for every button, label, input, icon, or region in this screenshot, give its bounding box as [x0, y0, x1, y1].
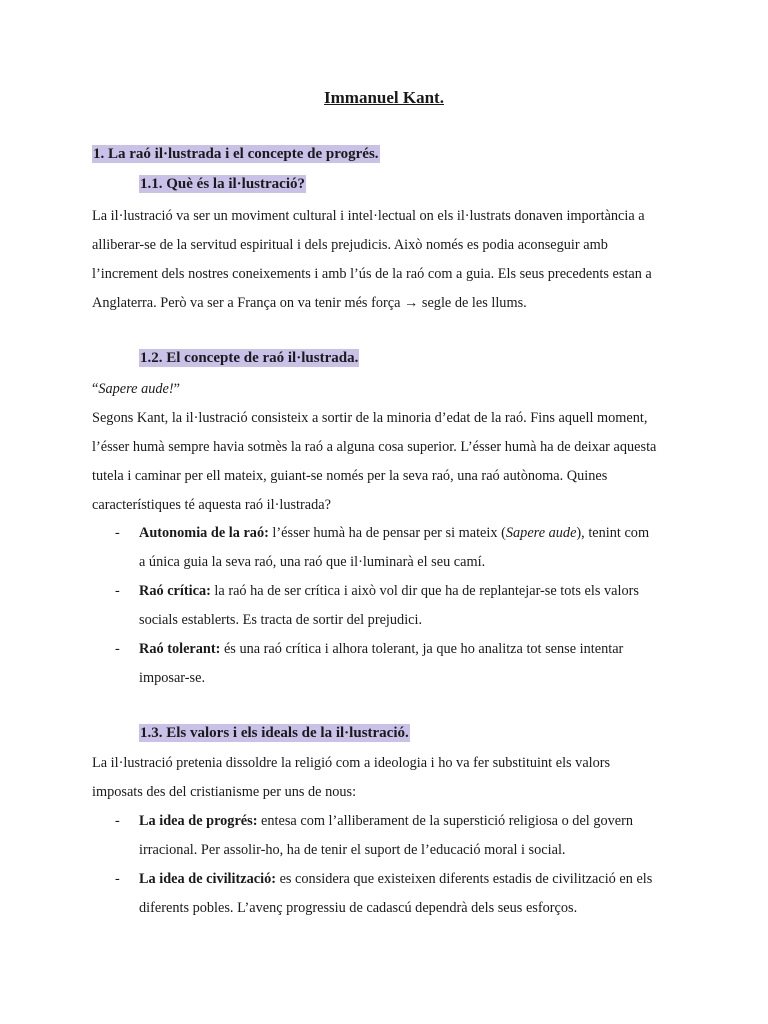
quote-line	[92, 375, 682, 404]
bullet-line-2: imposar-se.	[139, 670, 206, 686]
list-item	[92, 807, 682, 865]
bullet-text: la raó ha de ser crítica i això vol dir que ha de replantejar-se tots els valors	[210, 583, 639, 599]
paragraph-line: Segons Kant, la il·lustració consisteix a sortir de la minoria d’edat de la raó. Fins aquell moment,	[92, 410, 648, 426]
paragraph-line: l’increment dels nostres coneixements i amb l’ús de la raó com a guia. Els seus precedents estan a	[92, 266, 652, 282]
paragraph-line: La il·lustració pretenia dissoldre la religió com a ideologia i ho va fer substituint els valors	[92, 755, 611, 771]
section-1-2-paragraph	[92, 375, 682, 520]
paragraph-line: l’ésser humà sempre havia sotmès la raó a alguna cosa superior. L’ésser humà ha de deixar aquesta	[92, 439, 657, 455]
bullet-text: l’ésser humà ha de pensar per si mateix (	[268, 525, 506, 541]
bullet-term: Raó tolerant:	[139, 641, 221, 657]
section-1-2-heading-text: 1.2. El concepte de raó il·lustrada.	[140, 350, 359, 366]
paragraph-line: imposats des del cristianisme per uns de nous:	[92, 784, 357, 800]
section-1-heading-text: 1. La raó il·lustrada i el concepte de progrés.	[93, 146, 379, 162]
paragraph-line: La il·lustració va ser un moviment cultural i intel·lectual on els il·lustrats donaven importància a	[92, 208, 645, 224]
bullet-term: La idea de civilització:	[139, 871, 276, 887]
bullet-line-2: socials establerts. Es tracta de sortir del prejudici.	[139, 612, 423, 628]
section-1-2-heading	[139, 350, 359, 367]
bullet-line-2: diferents pobles. L’avenç progressiu de cadascú dependrà dels seus esforços.	[139, 900, 578, 916]
bullet-dash: -	[115, 813, 120, 829]
quote-open: “	[92, 381, 99, 397]
quote-text: Sapere aude!	[98, 381, 174, 397]
bullet-text: entesa com l’alliberament de la superstició religiosa o del govern	[257, 813, 634, 829]
bullet-line-2: a única guia la seva raó, una raó que il·luminarà el seu camí.	[139, 554, 486, 570]
bullet-term: La idea de progrés:	[139, 813, 258, 829]
paragraph-line: tutela i caminar per ell mateix, guiant-se només per la seva raó, una raó autònoma. Quines	[92, 468, 608, 484]
bullet-text: ), tenint com	[576, 525, 650, 541]
section-1-1-heading	[139, 176, 306, 193]
bullet-dash: -	[115, 871, 120, 887]
bullet-italic: Sapere aude	[505, 525, 577, 541]
bullet-line-1	[139, 519, 682, 548]
paragraph-line: alliberar-se de la servitud espiritual i dels prejudicis. Això només es podia aconseguir amb	[92, 237, 608, 253]
bullet-text: es considera que existeixen diferents estadis de civilització en els	[276, 871, 653, 887]
bullet-line-1	[139, 865, 682, 894]
list-item	[92, 635, 682, 693]
bullet-line-1	[139, 635, 682, 664]
list-item	[92, 577, 682, 635]
bullet-dash: -	[115, 641, 120, 657]
paragraph-line: Anglaterra. Però va ser a França on va tenir més força → segle de les llums.	[92, 295, 527, 311]
section-1-3-bullet-list	[92, 807, 682, 923]
bullet-text: és una raó crítica i alhora tolerant, ja que ho analitza tot sense intentar	[220, 641, 624, 657]
section-1-3-heading	[139, 725, 410, 742]
section-1-heading	[92, 146, 380, 163]
bullet-line-2: irracional. Per assolir-ho, ha de tenir el suport de l’educació moral i social.	[139, 842, 566, 858]
bullet-dash: -	[115, 583, 120, 599]
quote-close: ”	[173, 381, 181, 397]
section-1-3-paragraph	[92, 749, 682, 807]
bullet-dash: -	[115, 525, 120, 541]
bullet-line-1	[139, 807, 682, 836]
section-1-1-heading-text: 1.1. Què és la il·lustració?	[140, 176, 305, 192]
bullet-line-1	[139, 577, 682, 606]
list-item	[92, 865, 682, 923]
document-title: Immanuel Kant.	[324, 88, 444, 107]
section-1-2-bullet-list	[92, 519, 682, 693]
bullet-term: Raó crítica:	[139, 583, 211, 599]
paragraph-line: característiques té aquesta raó il·lustrada?	[92, 497, 331, 513]
section-1-3-heading-text: 1.3. Els valors i els ideals de la il·lustració.	[140, 725, 409, 741]
section-1-1-paragraph	[92, 202, 682, 318]
bullet-term: Autonomia de la raó:	[139, 525, 269, 541]
list-item	[92, 519, 682, 577]
